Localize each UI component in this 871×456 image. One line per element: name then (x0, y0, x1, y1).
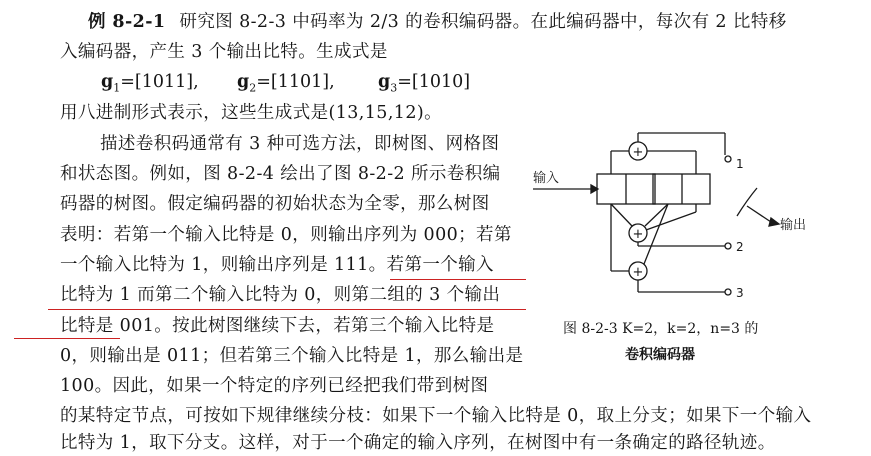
text-line-12: 0，则输出是 011；但若第三个输入比特是 1，那么输出是 (60, 346, 524, 366)
text-line-9: 一个输入比特为 1，则输出序列是 111。若第一个输入 (60, 255, 494, 275)
input-label: 输入 (533, 171, 560, 186)
adder-2-plus: + (632, 227, 644, 242)
figure-caption-line-1: 图 8-2-3 K=2，k=2，n=3 的 (563, 321, 759, 337)
text-line-6: 和状态图。例如，图 8-2-4 绘出了图 8-2-2 所示卷积编 (60, 164, 501, 184)
text-line-11: 比特是 001。按此树图继续下去，若第三个输入比特是 (60, 316, 495, 336)
text-line-8: 表明：若第一个输入比特是 0，则输出序列为 000；若第 (60, 225, 512, 245)
port-2-label: 2 (736, 240, 744, 254)
text-line-13: 100。因此，如果一个特定的序列已经把我们带到树图 (60, 376, 489, 396)
output-arrow-head (769, 218, 779, 226)
text-line-4: 用八进制形式表示，这些生成式是(13,15,12)。 (60, 103, 442, 123)
text-line-15: 比特为 1，取下分支。这样，对于一个确定的输入序列，在树图中有一条确定的路径轨迹。 (60, 433, 776, 453)
example-label: 例 8-2-1 (88, 12, 166, 32)
text-line-10: 比特为 1 而第二个输入比特为 0，则第二组的 3 个输出 (60, 285, 501, 305)
red-underline-3 (14, 338, 120, 339)
text-line-1: 研究图 8-2-3 中码率为 2/3 的卷积编码器。在此编码器中，每次有 2 比特移 (179, 12, 787, 32)
port-1-label: 1 (736, 157, 744, 171)
example-heading-line (88, 11, 787, 33)
red-underline-2 (48, 309, 526, 310)
port-3-label: 3 (736, 286, 744, 300)
generator-g1: $g_1=[1011]$, (101, 72, 199, 95)
generator-g3: $g_3=[1010]$ (378, 72, 471, 95)
output-label: 输出 (780, 218, 807, 233)
output-port-1 (725, 156, 731, 162)
output-port-3 (725, 289, 731, 295)
convolutional-encoder-diagram (525, 130, 825, 305)
commutator-arc (737, 188, 757, 216)
text-line-2: 入编码器，产生 3 个输出比特。生成式是 (60, 42, 388, 62)
text-line-14: 的某特定节点，可按如下规律继续分枝：如果下一个输入比特是 0，取上分支；如果下一个输入 (60, 406, 812, 426)
commutator-output-line (747, 206, 771, 222)
adder-3-plus: + (632, 265, 644, 280)
red-underline-1 (390, 279, 526, 280)
adder-1-plus: + (632, 145, 644, 160)
generator-g2: $g_2=[1101]$, (237, 72, 335, 95)
text-line-5: 描述卷积码通常有 3 种可选方法，即树图、网格图 (100, 134, 500, 154)
text-line-7: 码器的树图。假定编码器的初始状态为全零，那么树图 (60, 194, 490, 214)
output-port-2 (725, 243, 731, 249)
figure-caption-line-2: 卷积编码器 (625, 347, 695, 363)
